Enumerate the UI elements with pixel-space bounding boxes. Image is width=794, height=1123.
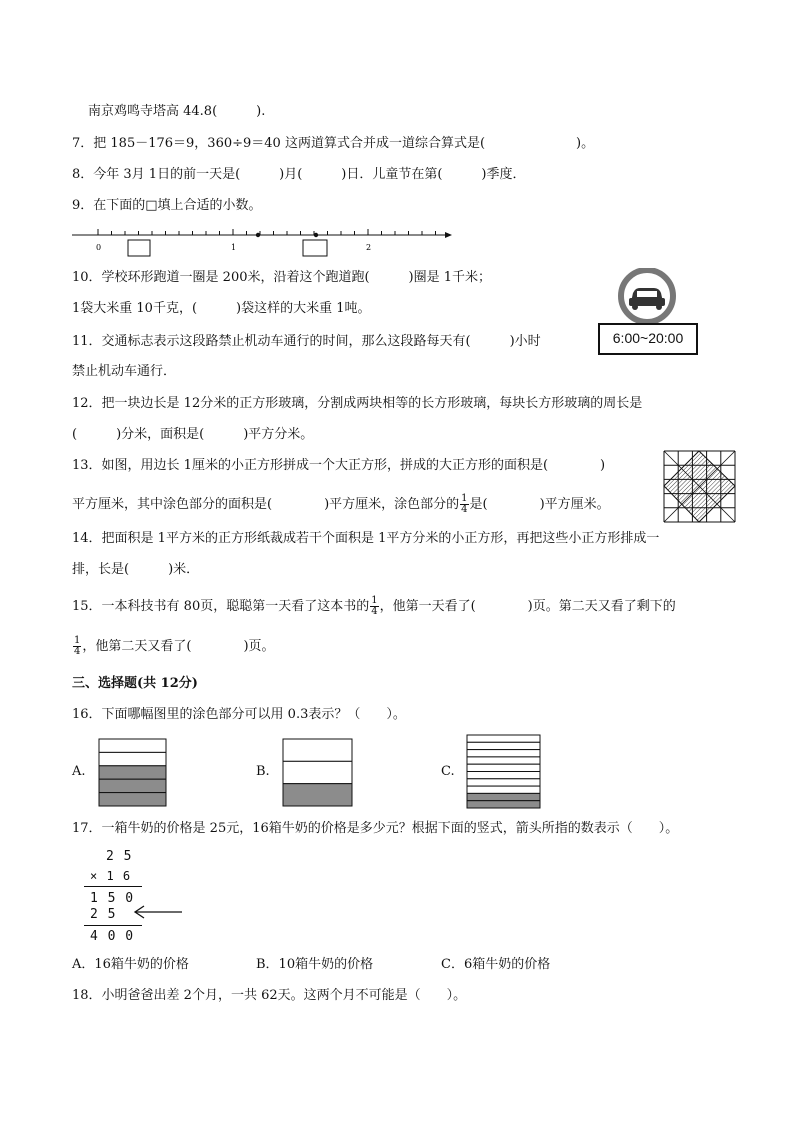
calc-row-multiplicand: 2 5 [106,849,133,864]
number-line-label-2: 2 [366,243,372,252]
q17-option-c[interactable]: C．6箱牛奶的价格 [441,957,551,972]
blank-strip [467,779,540,786]
blank-strip [467,764,540,771]
number-line-label-1: 1 [231,243,237,252]
question-15-line-2 [72,635,275,659]
q16-option-b-label[interactable]: B. [256,764,270,779]
shaded-strip [467,793,540,800]
q16-option-a-label[interactable]: A. [72,764,86,779]
calc-row-multiplier: × 1 6 [90,869,132,883]
number-line-point [256,233,260,237]
question-18: 18．小明爸爸出差 2个月，一共 62天。这两个月不可能是（ ）。 [72,988,467,1003]
question-15-line-1 [72,595,676,619]
number-line-point [314,233,318,237]
q16-option-c-label[interactable]: C. [441,764,455,779]
question-10-line-2: 1袋大米重 10千克，( )袋这样的大米重 1吨。 [72,301,371,316]
blank-strip [467,742,540,749]
arrow-left-icon [132,904,186,920]
q13-text-pre: 平方厘米，其中涂色部分的面积是( )平方厘米，涂色部分的 [72,497,460,512]
q16-option-c-figure[interactable] [466,734,542,810]
q15-text-line2: ，他第二天又看了( )页。 [82,639,275,654]
q17-option-a[interactable]: A．16箱牛奶的价格 [72,957,189,972]
fraction-one-quarter: $\frac{1}{4}$ [371,595,378,617]
question-10-line-1: 10．学校环形跑道一圈是 200米，沿着这个跑道跑( )圈是 1千米； [72,270,492,285]
blank-strip [283,739,352,761]
number-line-label-0: 0 [96,243,102,252]
question-11-line-1: 11．交通标志表示这段路禁止机动车通行的时间，那么这段路每天有( )小时 [72,334,541,349]
calc-row-partial-2: 2 5 [90,907,117,922]
number-line [70,224,460,258]
q6-tail-line: 南京鸡鸣寺塔高 44.8( ). [88,104,266,119]
question-12-line-1: 12．把一块边长是 12分米的正方形玻璃，分割成两块相等的长方形玻璃，每块长方形玻璃的周长是 [72,396,643,411]
traffic-sign [612,268,682,324]
answer-box[interactable] [128,240,150,256]
blank-strip [467,735,540,742]
calc-row-partial-1: 1 5 0 [90,891,135,906]
question-13-line-1: 13．如图，用边长 1厘米的小正方形拼成一个大正方形，拼成的大正方形的面积是( ) [72,458,606,473]
question-13-line-2 [72,493,610,517]
fraction-one-quarter: $\frac{1}{4}$ [461,493,468,515]
question-9: 9．在下面的□填上合适的小数。 [72,198,262,213]
question-7: 7．把 185－176＝9，360÷9＝40 这两道算式合并成一道综合算式是( )。 [72,136,595,151]
q17-option-b[interactable]: B．10箱牛奶的价格 [256,957,374,972]
blank-strip [99,752,166,765]
q15-text-post: ，他第一天看了( )页。第二天又看了剩下的 [379,599,676,614]
blank-strip [467,757,540,764]
answer-box[interactable] [303,240,327,256]
question-12-line-2: ( )分米，面积是( )平方分米。 [72,427,314,442]
calc-row-product: 4 0 0 [90,929,135,944]
square-grid-figure [662,449,738,525]
q13-text-post: 是( )平方厘米。 [469,497,610,512]
question-16: 16．下面哪幅图里的涂色部分可以用 0.3表示？（ ）。 [72,707,406,722]
traffic-sign-time: 6:00~20:00 [598,323,698,355]
calc-divider [84,925,142,926]
blank-strip [467,750,540,757]
blank-strip [467,772,540,779]
calc-divider [84,886,142,887]
shaded-strip [99,766,166,779]
question-14-line-1: 14．把面积是 1平方米的正方形纸裁成若干个面积是 1平方分米的小正方形，再把这些小正方形排成一 [72,531,660,546]
shaded-strip [467,801,540,808]
blank-strip [99,739,166,752]
question-17: 17．一箱牛奶的价格是 25元，16箱牛奶的价格是多少元？根据下面的竖式，箭头所指的数表示（ ）。 [72,821,679,836]
blank-strip [283,761,352,783]
shaded-strip [99,793,166,806]
q16-option-a-figure[interactable] [98,738,168,808]
shaded-strip [99,779,166,792]
question-8: 8．今年 3月 1日的前一天是( )月( )日．儿童节在第( )季度． [72,167,526,182]
question-11-line-2: 禁止机动车通行． [72,364,177,379]
fraction-one-quarter: $\frac{1}{4}$ [74,635,81,657]
question-14-line-2: 排，长是( )米． [72,562,200,577]
shaded-strip [283,784,352,806]
q15-text-pre: 15．一本科技书有 80页，聪聪第一天看了这本书的 [72,599,370,614]
blank-strip [467,786,540,793]
section-heading-choice: 三、选择题(共 12分) [72,676,198,691]
q16-option-b-figure[interactable] [282,738,354,808]
